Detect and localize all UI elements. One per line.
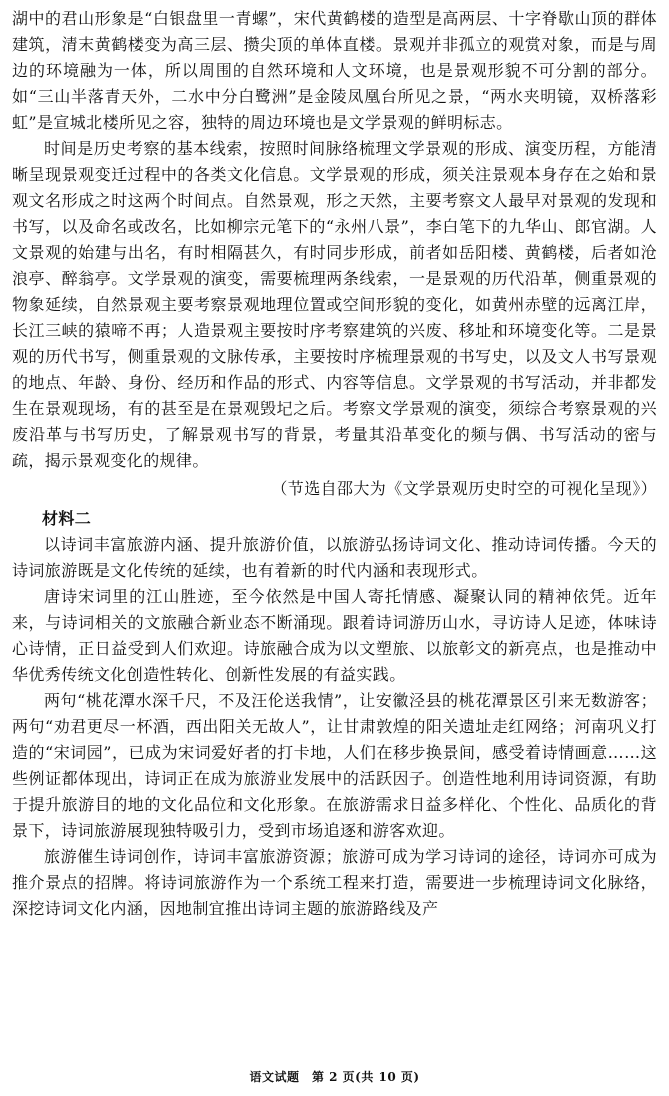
- paragraph-material2-2: 唐诗宋词里的江山胜迹，至今依然是中国人寄托情感、凝聚认同的精神依凭。近年来，与诗词相关的文旅融合新业态不断涌现。跟着诗词游历山水，寻访诗人足迹，体味诗心诗情，正日益受到人们欢迎。诗旅融合成为以文塑旅、以旅彰文的新亮点，也是推动中华优秀传统文化创造性转化、创新性发展的有益实践。: [12, 587, 657, 684]
- paragraph-material2-1: 以诗词丰富旅游内涵、提升旅游价值，以旅游弘扬诗词文化、推动诗词传播。今天的诗词旅游既是文化传统的延续，也有着新的时代内涵和表现形式。: [12, 535, 657, 580]
- page-footer: 语文试题 第 2 页(共 10 页): [249, 1070, 420, 1084]
- section-heading-material-2: 材料二: [42, 509, 92, 528]
- document-body: [12, 6, 657, 922]
- paragraph-material2-4: 旅游催生诗词创作，诗词丰富旅游资源；旅游可成为学习诗词的途径，诗词亦可成为推介景点的招牌。将诗词旅游作为一个系统工程来打造，需要进一步梳理诗词文化脉络，深挖诗词文化内涵，因地制宜推出诗词主题的旅游路线及产: [12, 847, 657, 918]
- paragraph-material2-3: 两句“桃花潭水深千尺，不及汪伦送我情”，让安徽泾县的桃花潭景区引来无数游客；两句“劝君更尽一杯酒，西出阳关无故人”，让甘肃敦煌的阳关遗址走红网络；河南巩义打造的“宋词园”，已成为宋词爱好者的打卡地，人们在移步换景间，感受着诗情画意……这些例证都体现出，诗词正在成为旅游业发展中的活跃因子。创造性地利用诗词资源，有助于提升旅游目的地的文化品位和文化形象。在旅游需求日益多样化、个性化、品质化的背景下，诗词旅游展现独特吸引力，受到市场追逐和游客欢迎。: [12, 691, 657, 840]
- paragraph-continued: 湖中的君山形象是“白银盘里一青螺”，宋代黄鹤楼的造型是高两层、十字脊歇山顶的群体建筑，清末黄鹤楼变为高三层、攒尖顶的单体直楼。景观并非孤立的观赏对象，而是与周边的环境融为一体，所以周围的自然环境和人文环境，也是景观形貌不可分割的部分。如“三山半落青天外，二水中分白鹭洲”是金陵凤凰台所见之景，“两水夹明镜，双桥落彩虹”是宣城北楼所见之容，独特的周边环境也是文学景观的鲜明标志。: [12, 9, 657, 132]
- paragraph-time-clue: 时间是历史考察的基本线索，按照时间脉络梳理文学景观的形成、演变历程，方能清晰呈现景观变迁过程中的各类文化信息。文学景观的形成，须关注景观本身存在之始和景观文名形成之时这两个时间点。自然景观，形之天然，主要考察文人最早对景观的发现和书写，以及命名或改名，比如柳宗元笔下的“永州八景”，李白笔下的九华山、郎官湖。人文景观的始建与出名，有时相隔甚久，有时同步形成，前者如岳阳楼、黄鹤楼，后者如沧浪亭、醉翁亭。文学景观的演变，需要梳理两条线索，一是景观的历代沿革，侧重景观的物象延续，自然景观主要考察景观地理位置或空间形貌的变化，如黄州赤壁的远离江岸，长江三峡的猿啼不再；人造景观主要按时序考察建筑的兴废、移址和环境变化等。二是景观的历代书写，侧重景观的文脉传承，主要按时序梳理景观的书写史，以及文人书写景观的地点、年龄、身份、经历和作品的形式、内容等信息。文学景观的书写活动，并非都发生在景观现场，有的甚至是在景观毁圮之后。考察文学景观的演变，须综合考察景观的兴废沿革与书写历史，了解景观书写的背景，考量其沿革变化的频与偶、书写活动的密与疏，揭示景观变化的规律。: [12, 139, 657, 470]
- source-citation: （节选自邵大为《文学景观历史时空的可视化呈现》）: [271, 479, 657, 498]
